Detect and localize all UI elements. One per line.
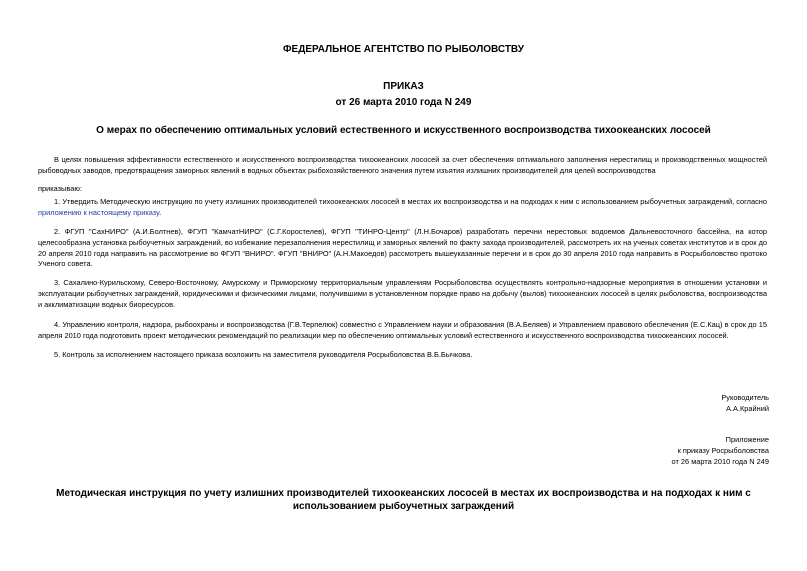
signature-block	[721, 392, 769, 414]
item-4-text: 4. Управлению контроля, надзора, рыбоохраны и воспроизводства (Г.В.Терпелюк) совместно с Управлением науки и образования (В.А.Беляев) и Управлением правового обеспечения (Е.С.Кац) в срок до 15 апреля 2010 года подготовить проект методических рекомендаций по реализации мер по обеспечению оптимальных условий естественного и искусственного воспроизводства тихоокеанских лососей.	[38, 320, 767, 340]
order-heading: ПРИКАЗ	[383, 81, 424, 92]
item-2-text: 2. ФГУП "СахНИРО" (А.И.Болтнев), ФГУП "КамчатНИРО" (С.Г.Коростелев), ФГУП "ТИНРО-Центр" (Л.Н.Бочаров) разработать перечни нерестовых водоемов Дальневосточного бассейна, на котор целесообразна установка рыбоучетных заграждений, во избежание перезаполнения нерестилищ и заморных явлений по факту захода производителей, рассмотреть их на ученых советах институтов и в срок до 20 апреля 2010 года направить на рассмотрение во ФГУП "ВНИРО". ФГУП "ВНИРО" (А.Н.Макоедов) рассмотреть вышеуказанные перечни и в срок до 30 апреля 2010 года направить в Росрыболовство протоко Ученого совета.	[38, 227, 767, 269]
item-5-text: 5. Контроль за исполнением настоящего приказа возложить на заместителя руководителя Росрыболовства В.Б.Бычкова.	[54, 350, 473, 359]
item-1-end: .	[159, 207, 162, 217]
item-4-paragraph	[38, 320, 767, 342]
appendix-block	[672, 434, 769, 467]
intro-paragraph	[38, 155, 767, 177]
signatory-name: А.А.Крайний	[726, 404, 769, 413]
order-subject: О мерах по обеспечению оптимальных условий естественного и искусственного воспроизводства тихоокеанских лососей	[96, 125, 711, 136]
appendix-date: от 26 марта 2010 года N 249	[671, 457, 769, 466]
item-2-paragraph	[38, 227, 767, 270]
agency-heading: ФЕДЕРАЛЬНОЕ АГЕНТСТВО ПО РЫБОЛОВСТВУ	[283, 44, 524, 55]
item-1-text: 1. Утвердить Методическую инструкцию по учету излишних производителей тихоокеанских лососей в местах их воспроизводства и на подходах к ним с использованием рыбоучетных заграждений, согласно	[54, 197, 767, 206]
item-3-paragraph	[38, 278, 767, 310]
order-date: от 26 марта 2010 года N 249	[335, 97, 472, 108]
appendix-reference: к приказу Росрыболовства	[677, 446, 769, 455]
item-5-paragraph	[38, 350, 767, 361]
appendix-link[interactable]: приложению к настоящему приказу	[38, 207, 160, 217]
decree-line: приказываю:	[38, 184, 82, 193]
intro-text: В целях повышения эффективности естественного и искусственного воспроизводства тихоокеанских лососей за счет обеспечения оптимального заполнения нерестилищ и производственных мощностей рыбоводных заводов, предотвращения заморных явлений в водных объектах рыбохозяйственного значения путем изъятия излишних производителей для целей воспроизводства	[38, 155, 767, 175]
instruction-title: Методическая инструкция по учету излишних производителей тихоокеанских лососей в местах их воспроизводства и на подходах к ним с использованием рыбоучетных заграждений	[56, 488, 751, 512]
item-3-text: 3. Сахалино-Курильскому, Северо-Восточному, Амурскому и Приморскому территориальным управлениям Росрыболовства осуществлять контрольно-надзорные мероприятия в отношении установки и эксплуатации рыбоучетных заграждений, юридическими и физическими лицами, получившими в установленном порядке право на добычу (вылов) тихоокеанских лососей в целях рыболовства, воспроизводства и акклиматизации водных биоресурсов.	[38, 278, 767, 309]
appendix-label: Приложение	[725, 435, 769, 444]
signatory-position: Руководитель	[721, 393, 769, 402]
item-1-paragraph	[38, 197, 767, 219]
